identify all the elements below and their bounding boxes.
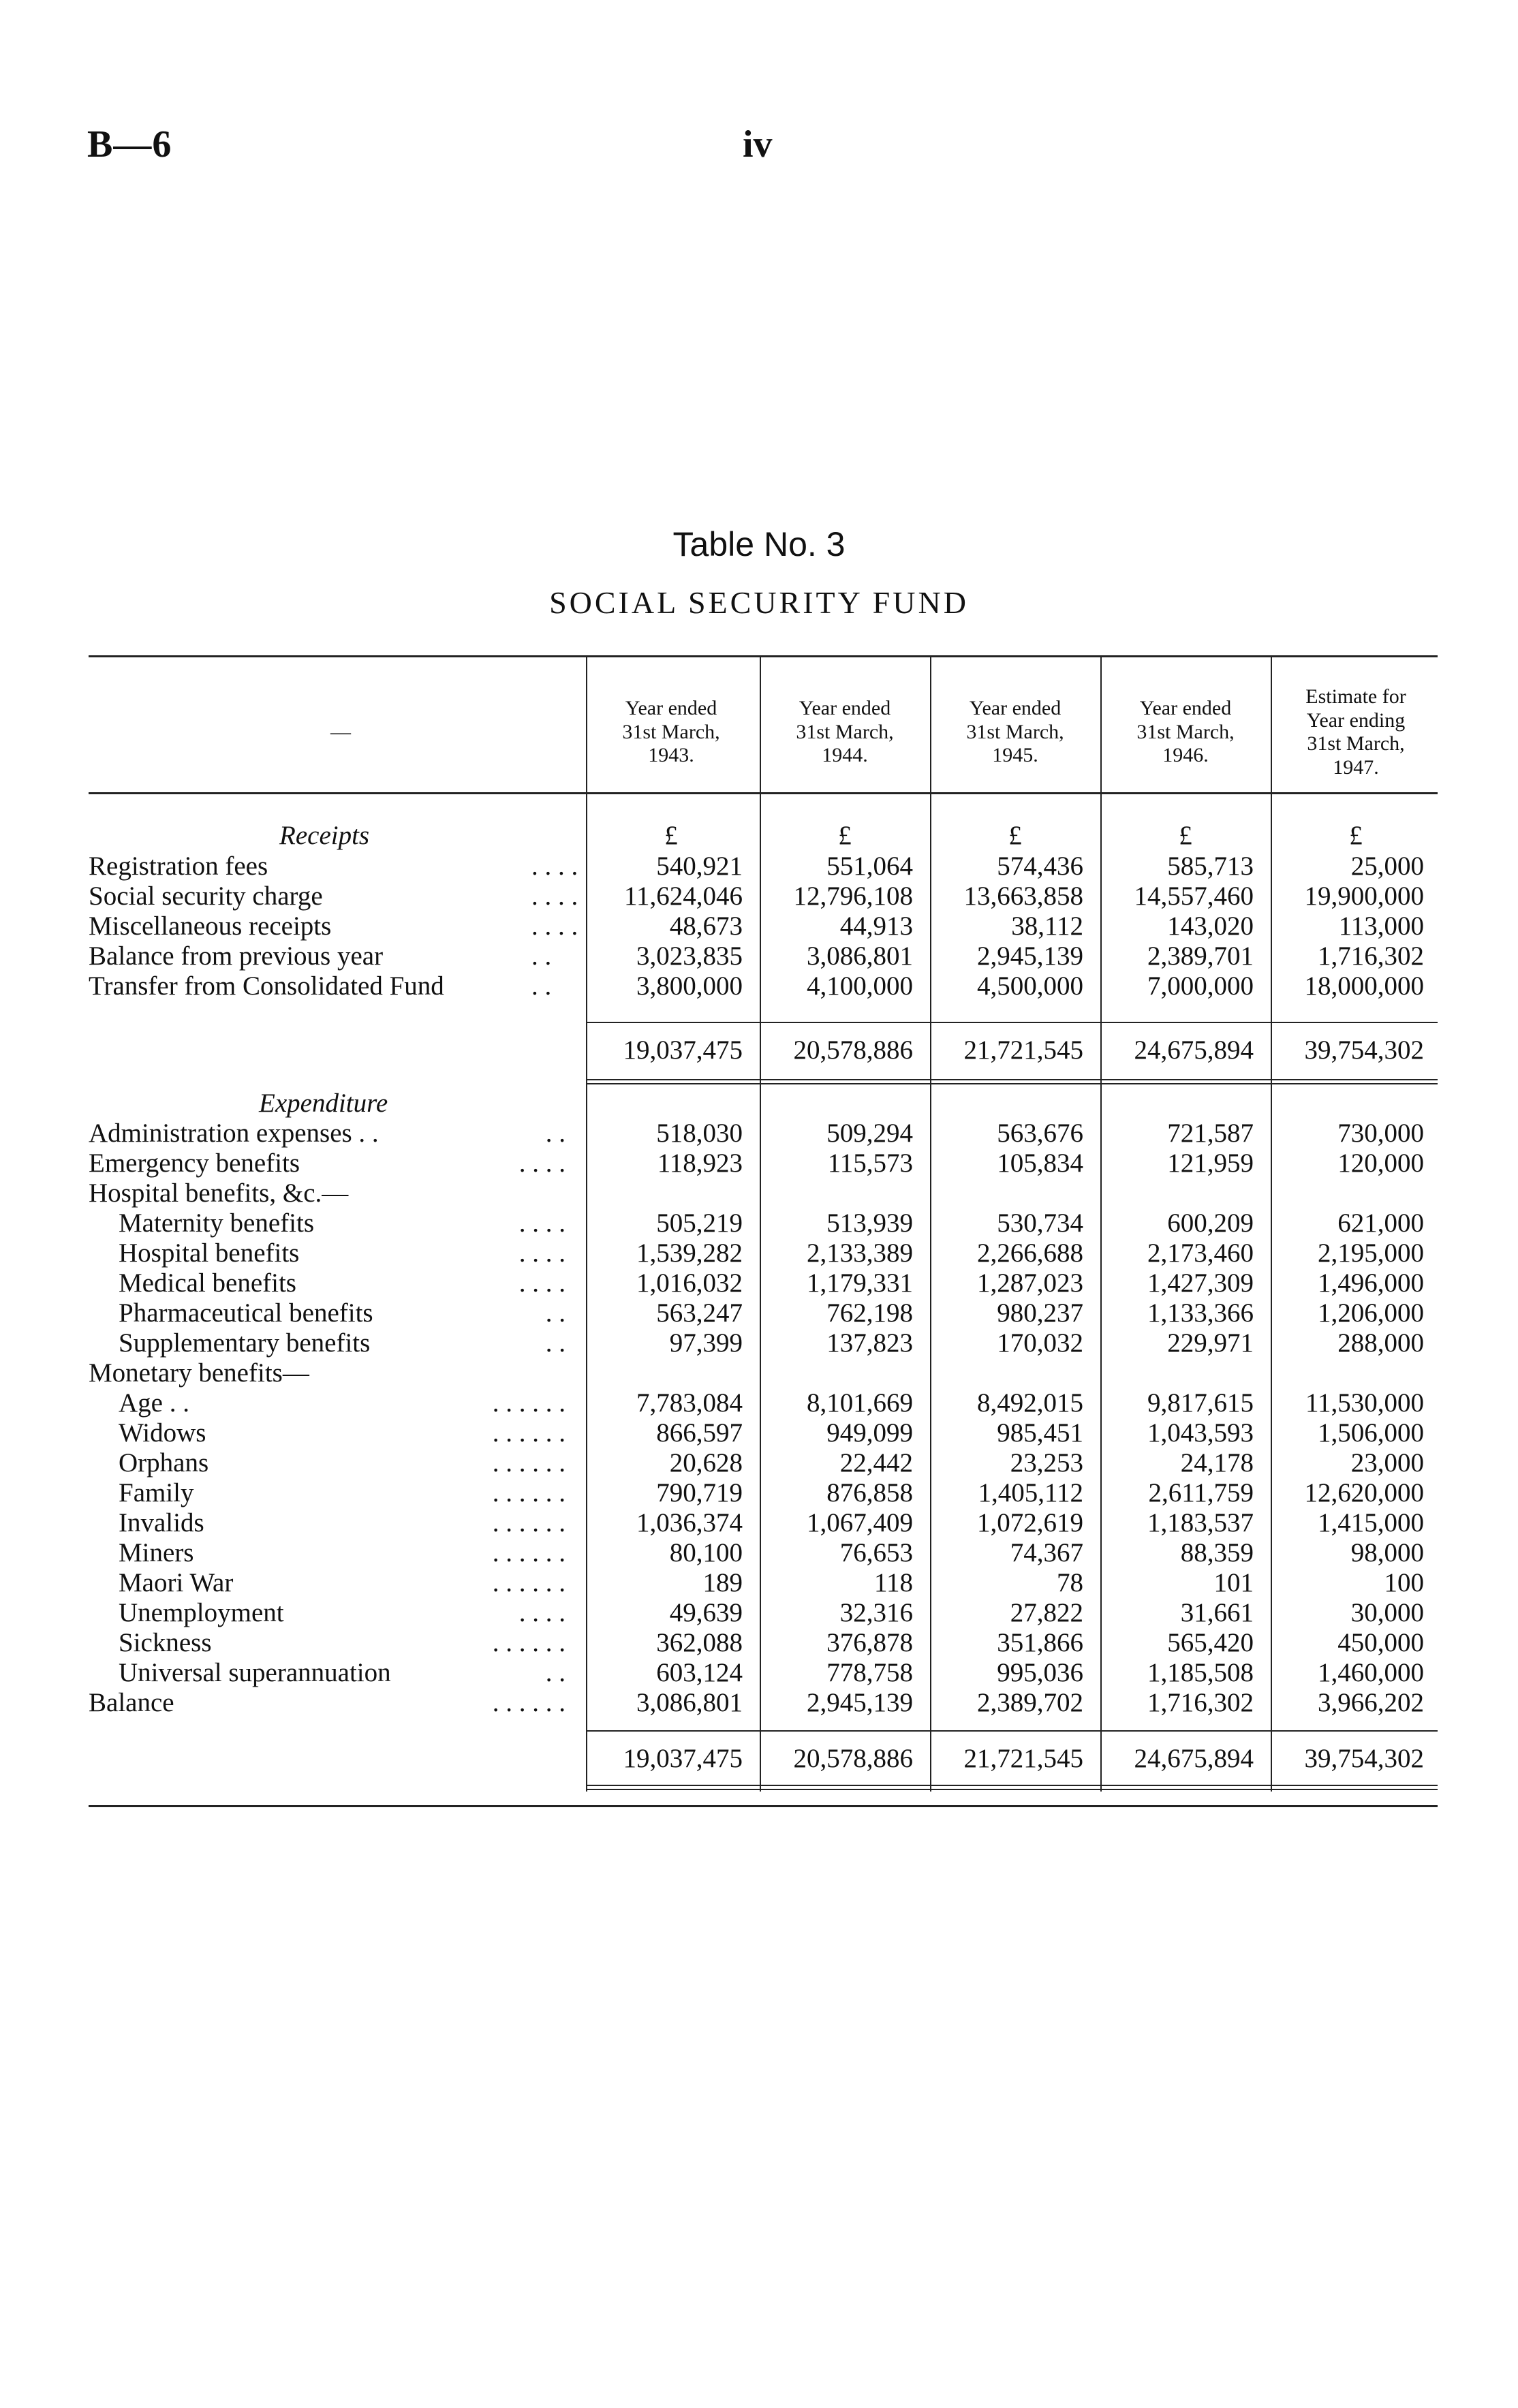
- value-cell: 12,620,000: [1304, 1478, 1424, 1507]
- column-header-line: Year ended: [799, 697, 891, 720]
- value-cell: 32,316: [839, 1598, 913, 1627]
- value-cell: 14,557,460: [1134, 881, 1254, 911]
- value-cell: 1,716,302: [1147, 1688, 1254, 1717]
- expenditure-label: Invalids: [119, 1508, 204, 1537]
- column-header-line: 1944.: [822, 744, 868, 767]
- value-cell: 721,587: [1167, 1119, 1254, 1148]
- value-cell: 505,219: [656, 1208, 743, 1238]
- leader-dots: . . . . . .: [492, 1568, 566, 1597]
- expenditure-label: Widows: [119, 1418, 206, 1448]
- value-cell: 518,030: [656, 1119, 743, 1148]
- column-header-1: [586, 681, 756, 783]
- value-cell: 585,713: [1167, 851, 1254, 881]
- leader-dots: . . . .: [518, 1598, 566, 1627]
- value-cell: 100: [1384, 1568, 1424, 1597]
- value-cell: 1,415,000: [1318, 1508, 1424, 1537]
- value-cell: 563,247: [656, 1298, 743, 1328]
- column-header-line: Year ended: [625, 697, 717, 720]
- table-top-rule: [89, 655, 1438, 657]
- expenditure-label: Monetary benefits—: [89, 1358, 309, 1388]
- currency-symbol: £: [1008, 821, 1022, 850]
- table-bottom-rule: [89, 1805, 1438, 1807]
- leader-dots: . . . . . .: [492, 1628, 566, 1657]
- leader-dots: . .: [545, 1658, 566, 1687]
- value-cell: 137,823: [826, 1328, 913, 1358]
- leader-dots: . . . . . .: [492, 1388, 566, 1418]
- leader-dots: . . . .: [518, 1268, 566, 1298]
- value-cell: 27,822: [1010, 1598, 1083, 1627]
- expenditure-label: Family: [119, 1478, 194, 1507]
- leader-dots: . . . . . .: [492, 1448, 566, 1477]
- value-cell: 74,367: [1010, 1538, 1083, 1567]
- leader-dots: . . . .: [518, 1148, 566, 1178]
- expenditure-label: Maori War: [119, 1568, 234, 1597]
- value-cell: 80,100: [669, 1538, 743, 1567]
- value-cell: 513,939: [826, 1208, 913, 1238]
- value-cell: 1,427,309: [1147, 1268, 1254, 1298]
- expenditure-total: 20,578,886: [793, 1744, 913, 1773]
- expenditure-label: Administration expenses . .: [89, 1119, 379, 1148]
- column-header-2: [760, 681, 930, 783]
- column-header-line: 31st March,: [1136, 720, 1235, 743]
- value-cell: 1,067,409: [807, 1508, 913, 1537]
- value-cell: 4,500,000: [977, 971, 1083, 1001]
- expenditure-label: Age . .: [119, 1388, 189, 1418]
- subtotal-rule: [586, 1730, 1438, 1732]
- value-cell: 450,000: [1337, 1628, 1424, 1657]
- column-header-line: 1943.: [648, 744, 694, 767]
- receipt-label: Registration fees: [89, 851, 268, 881]
- value-cell: 48,673: [669, 911, 743, 941]
- value-cell: 1,405,112: [978, 1478, 1083, 1507]
- value-cell: 2,611,759: [1148, 1478, 1254, 1507]
- total-rule-b: [586, 1789, 1438, 1790]
- value-cell: 78: [1057, 1568, 1083, 1597]
- value-cell: 1,716,302: [1318, 941, 1424, 971]
- expenditure-total: 19,037,475: [623, 1744, 743, 1773]
- leader-dots: . . . . . .: [492, 1538, 566, 1567]
- column-header-line: 1947.: [1333, 755, 1379, 779]
- expenditure-label: Universal superannuation: [119, 1658, 391, 1687]
- expenditure-label: Miners: [119, 1538, 194, 1567]
- value-cell: 30,000: [1350, 1598, 1424, 1627]
- value-cell: 1,460,000: [1318, 1658, 1424, 1687]
- receipts-total: 20,578,886: [793, 1035, 913, 1065]
- value-cell: 876,858: [826, 1478, 913, 1507]
- receipt-label: Transfer from Consolidated Fund: [89, 971, 444, 1001]
- leader-dots: . . . .: [531, 911, 578, 941]
- value-cell: 19,900,000: [1304, 881, 1424, 911]
- value-cell: 2,133,389: [807, 1238, 913, 1268]
- value-cell: 3,086,801: [807, 941, 913, 971]
- value-cell: 790,719: [656, 1478, 743, 1507]
- value-cell: 362,088: [656, 1628, 743, 1657]
- receipt-label: Miscellaneous receipts: [89, 911, 332, 941]
- leader-dots: . .: [545, 1119, 566, 1148]
- expenditure-label: Supplementary benefits: [119, 1328, 371, 1358]
- value-cell: 23,253: [1010, 1448, 1083, 1477]
- header-bottom-rule: [89, 792, 1438, 794]
- expenditure-total: 21,721,545: [963, 1744, 1083, 1773]
- receipt-label: Social security charge: [89, 881, 323, 911]
- leader-dots: . . . .: [531, 851, 578, 881]
- value-cell: 31,661: [1180, 1598, 1254, 1627]
- total-rule-a: [586, 1785, 1438, 1786]
- value-cell: 11,624,046: [623, 881, 743, 911]
- value-cell: 2,389,702: [977, 1688, 1083, 1717]
- receipts-total: 21,721,545: [963, 1035, 1083, 1065]
- page-number: iv: [743, 123, 773, 166]
- value-cell: 44,913: [839, 911, 913, 941]
- expenditure-label: Emergency benefits: [89, 1148, 300, 1178]
- value-cell: 118,923: [657, 1148, 743, 1178]
- value-cell: 1,072,619: [977, 1508, 1083, 1537]
- currency-symbol: £: [1179, 821, 1192, 850]
- expenditure-label: Medical benefits: [119, 1268, 296, 1298]
- value-cell: 3,800,000: [636, 971, 743, 1001]
- receipts-heading: Receipts: [279, 821, 370, 850]
- value-cell: 2,266,688: [977, 1238, 1083, 1268]
- table-number: Table No. 3: [672, 525, 846, 563]
- expenditure-label: Hospital benefits: [119, 1238, 300, 1268]
- value-cell: 4,100,000: [807, 971, 913, 1001]
- value-cell: 7,783,084: [636, 1388, 743, 1418]
- value-cell: 574,436: [997, 851, 1083, 881]
- column-header-line: Year ended: [969, 697, 1062, 720]
- value-cell: 121,959: [1167, 1148, 1254, 1178]
- value-cell: 1,185,508: [1147, 1658, 1254, 1687]
- expenditure-label: Pharmaceutical benefits: [119, 1298, 373, 1328]
- header-stub: —: [330, 720, 351, 743]
- value-cell: 949,099: [826, 1418, 913, 1448]
- page-ref: B—6: [87, 123, 172, 166]
- value-cell: 113,000: [1338, 911, 1424, 941]
- value-cell: 1,036,374: [636, 1508, 743, 1537]
- column-header-5: [1271, 681, 1441, 783]
- value-cell: 565,420: [1167, 1628, 1254, 1657]
- receipts-total: 24,675,894: [1134, 1035, 1254, 1065]
- value-cell: 9,817,615: [1147, 1388, 1254, 1418]
- leader-dots: . . . . . .: [492, 1418, 566, 1448]
- value-cell: 8,101,669: [807, 1388, 913, 1418]
- value-cell: 2,945,139: [807, 1688, 913, 1717]
- value-cell: 530,734: [997, 1208, 1083, 1238]
- value-cell: 980,237: [997, 1298, 1083, 1328]
- value-cell: 376,878: [826, 1628, 913, 1657]
- expenditure-label: Sickness: [119, 1628, 212, 1657]
- value-cell: 2,173,460: [1147, 1238, 1254, 1268]
- value-cell: 115,573: [827, 1148, 913, 1178]
- value-cell: 1,506,000: [1318, 1418, 1424, 1448]
- leader-dots: . . . .: [518, 1208, 566, 1238]
- value-cell: 8,492,015: [977, 1388, 1083, 1418]
- leader-dots: . . . .: [518, 1238, 566, 1268]
- column-header-line: Year ending: [1306, 708, 1406, 732]
- column-header-4: [1100, 681, 1271, 783]
- receipts-total: 19,037,475: [623, 1035, 743, 1065]
- value-cell: 229,971: [1167, 1328, 1254, 1358]
- value-cell: 170,032: [997, 1328, 1083, 1358]
- currency-symbol: £: [1349, 821, 1363, 850]
- expenditure-label: Unemployment: [119, 1598, 284, 1627]
- leader-dots: . . . . . .: [492, 1478, 566, 1507]
- leader-dots: . .: [531, 971, 552, 1001]
- column-header-line: 1945.: [992, 744, 1038, 767]
- currency-symbol: £: [664, 821, 678, 850]
- value-cell: 985,451: [997, 1418, 1083, 1448]
- value-cell: 551,064: [826, 851, 913, 881]
- value-cell: 18,000,000: [1304, 971, 1424, 1001]
- value-cell: 105,834: [997, 1148, 1083, 1178]
- value-cell: 2,195,000: [1318, 1238, 1424, 1268]
- value-cell: 1,016,032: [636, 1268, 743, 1298]
- value-cell: 143,020: [1167, 911, 1254, 941]
- expenditure-label: Maternity benefits: [119, 1208, 314, 1238]
- value-cell: 11,530,000: [1305, 1388, 1424, 1418]
- value-cell: 288,000: [1337, 1328, 1424, 1358]
- value-cell: 24,178: [1180, 1448, 1254, 1477]
- value-cell: 730,000: [1337, 1119, 1424, 1148]
- leader-dots: . .: [531, 941, 552, 971]
- total-rule-b: [586, 1083, 1438, 1084]
- value-cell: 1,496,000: [1318, 1268, 1424, 1298]
- receipts-total: 39,754,302: [1304, 1035, 1424, 1065]
- value-cell: 76,653: [839, 1538, 913, 1567]
- expenditure-total: 24,675,894: [1134, 1744, 1254, 1773]
- leader-dots: . . . .: [531, 881, 578, 911]
- value-cell: 38,112: [1011, 911, 1083, 941]
- column-header-line: Year ended: [1139, 697, 1232, 720]
- value-cell: 97,399: [669, 1328, 743, 1358]
- expenditure-label: Orphans: [119, 1448, 209, 1477]
- value-cell: 509,294: [826, 1119, 913, 1148]
- value-cell: 1,206,000: [1318, 1298, 1424, 1328]
- value-cell: 1,539,282: [636, 1238, 743, 1268]
- leader-dots: . .: [545, 1298, 566, 1328]
- value-cell: 762,198: [826, 1298, 913, 1328]
- value-cell: 88,359: [1180, 1538, 1254, 1567]
- value-cell: 1,179,331: [807, 1268, 913, 1298]
- value-cell: 22,442: [839, 1448, 913, 1477]
- value-cell: 101: [1213, 1568, 1254, 1597]
- value-cell: 1,183,537: [1147, 1508, 1254, 1537]
- value-cell: 25,000: [1350, 851, 1424, 881]
- value-cell: 351,866: [997, 1628, 1083, 1657]
- receipt-label: Balance from previous year: [89, 941, 384, 971]
- value-cell: 3,966,202: [1318, 1688, 1424, 1717]
- value-cell: 1,133,366: [1147, 1298, 1254, 1328]
- table-title: SOCIAL SECURITY FUND: [549, 585, 969, 620]
- column-header-line: 31st March,: [1307, 732, 1405, 755]
- expenditure-total: 39,754,302: [1304, 1744, 1424, 1773]
- value-cell: 13,663,858: [963, 881, 1083, 911]
- value-cell: 995,036: [997, 1658, 1083, 1687]
- value-cell: 563,676: [997, 1119, 1083, 1148]
- expenditure-label: Hospital benefits, &c.—: [89, 1178, 349, 1208]
- expenditure-label: Balance: [89, 1688, 174, 1717]
- value-cell: 7,000,000: [1147, 971, 1254, 1001]
- leader-dots: . .: [545, 1328, 566, 1358]
- currency-symbol: £: [838, 821, 852, 850]
- value-cell: 600,209: [1167, 1208, 1254, 1238]
- value-cell: 3,023,835: [636, 941, 743, 971]
- value-cell: 1,043,593: [1147, 1418, 1254, 1448]
- value-cell: 98,000: [1350, 1538, 1424, 1567]
- value-cell: 603,124: [656, 1658, 743, 1687]
- leader-dots: . . . . . .: [492, 1688, 566, 1717]
- value-cell: 2,389,701: [1147, 941, 1254, 971]
- value-cell: 3,086,801: [636, 1688, 743, 1717]
- column-header-3: [930, 681, 1100, 783]
- value-cell: 2,945,139: [977, 941, 1083, 971]
- value-cell: 778,758: [826, 1658, 913, 1687]
- value-cell: 540,921: [656, 851, 743, 881]
- column-header-line: Estimate for: [1305, 685, 1406, 708]
- value-cell: 120,000: [1337, 1148, 1424, 1178]
- expenditure-heading: Expenditure: [259, 1089, 388, 1118]
- value-cell: 118: [873, 1568, 913, 1597]
- value-cell: 20,628: [669, 1448, 743, 1477]
- subtotal-rule: [586, 1022, 1438, 1023]
- column-header-line: 31st March,: [796, 720, 894, 743]
- leader-dots: . . . . . .: [492, 1508, 566, 1537]
- value-cell: 189: [702, 1568, 743, 1597]
- column-header-line: 31st March,: [966, 720, 1064, 743]
- column-header-line: 31st March,: [622, 720, 720, 743]
- value-cell: 1,287,023: [977, 1268, 1083, 1298]
- value-cell: 49,639: [669, 1598, 743, 1627]
- total-rule-a: [586, 1079, 1438, 1080]
- value-cell: 12,796,108: [793, 881, 913, 911]
- value-cell: 866,597: [656, 1418, 743, 1448]
- value-cell: 23,000: [1350, 1448, 1424, 1477]
- column-header-line: 1946.: [1162, 744, 1209, 767]
- value-cell: 621,000: [1337, 1208, 1424, 1238]
